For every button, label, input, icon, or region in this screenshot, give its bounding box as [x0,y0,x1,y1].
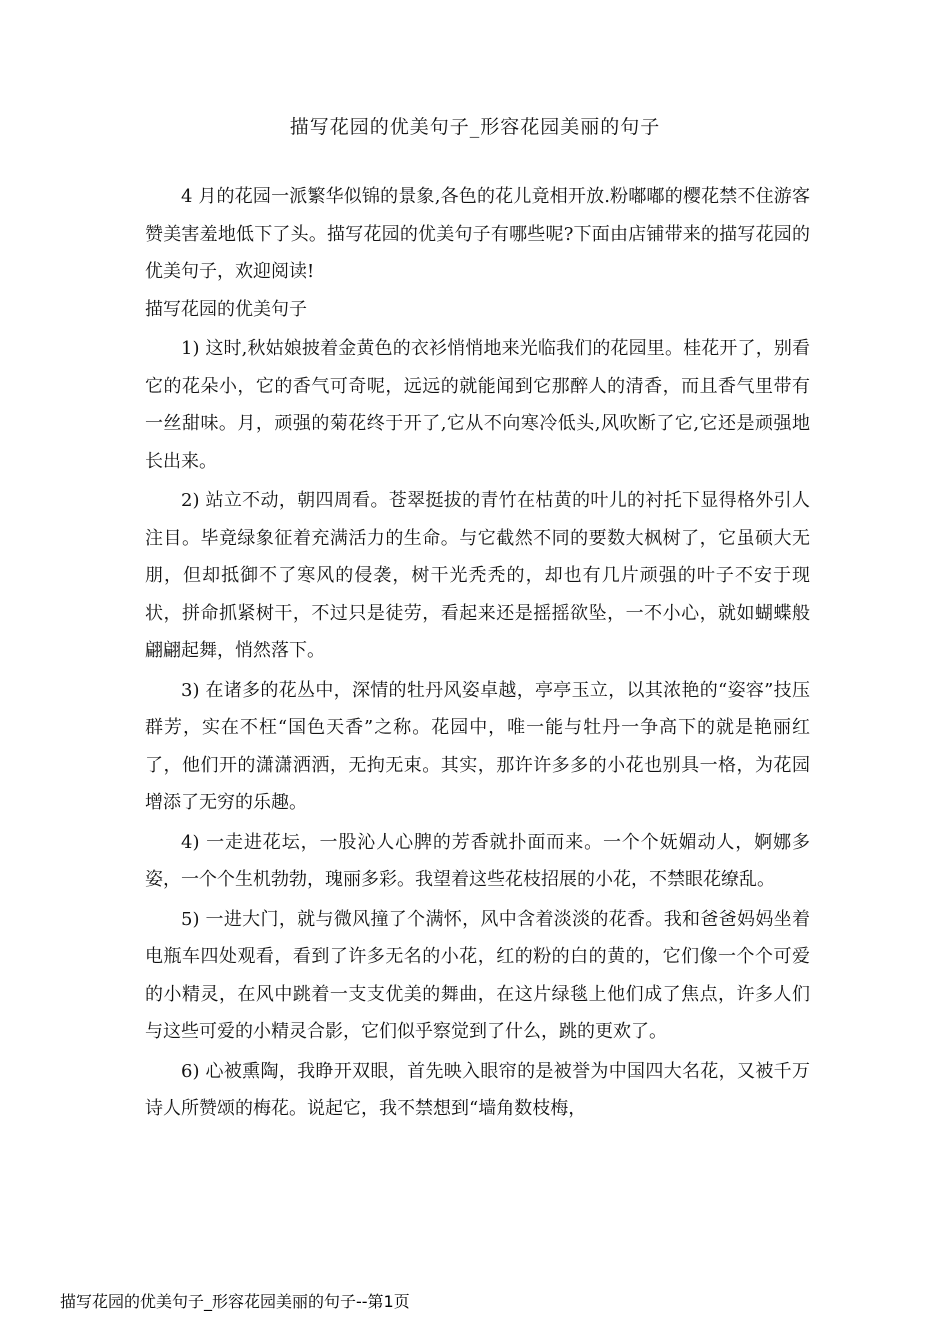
list-item: 1) 这时,秋姑娘披着金黄色的衣衫悄悄地来光临我们的花园里。桂花开了，别看它的花朵小，它的香气可奇呢，远远的就能闻到它那醉人的清香，而且香气里带有一丝甜味。月，顽强的菊花终于开了,它从不向寒冷低头,风吹断了它,它还是顽强地长出来。 [145,338,810,472]
list-item: 5) 一进大门，就与微风撞了个满怀，风中含着淡淡的花香。我和爸爸妈妈坐着电瓶车四处观看，看到了许多无名的小花，红的粉的白的黄的，它们像一个个可爱的小精灵，在风中跳着一支支优美的舞曲，在这片绿毯上他们成了焦点，许多人们与这些可爱的小精灵合影，它们似乎察觉到了什么，跳的更欢了。 [145,908,810,1042]
document-body [145,178,810,1128]
list-item: 4) 一走进花坛，一股沁人心脾的芳香就扑面而来。一个个妩媚动人，婀娜多姿，一个个生机勃勃，瑰丽多彩。我望着这些花枝招展的小花，不禁眼花缭乱。 [145,831,810,890]
document-title: 描写花园的优美句子_形容花园美丽的句子 [289,116,661,138]
section-heading: 描写花园的优美句子 [145,298,307,320]
page-footer: 描写花园的优美句子_形容花园美丽的句子--第1页 [60,1292,410,1311]
list-item: 2) 站立不动，朝四周看。苍翠挺拔的青竹在枯黄的叶儿的衬托下显得格外引人注目。毕竟绿象征着充满活力的生命。与它截然不同的要数大枫树了，它虽硕大无朋，但却抵御不了寒风的侵袭，树干光秃秃的，却也有几片顽强的叶子不安于现状，拼命抓紧树干，不过只是徒劳，看起来还是摇摇欲坠，一不小心，就如蝴蝶般翩翩起舞，悄然落下。 [145,490,810,661]
list-item: 6) 心被熏陶，我睁开双眼，首先映入眼帘的是被誉为中国四大名花，又被千万诗人所赞颂的梅花。说起它，我不禁想到“墙角数枝梅， [145,1060,810,1119]
list-item: 3) 在诸多的花丛中，深情的牡丹风姿卓越，亭亭玉立，以其浓艳的“姿容”技压群芳，实在不枉“国色天香”之称。花园中，唯一能与牡丹一争高下的就是艳丽红了，他们开的潇潇洒洒，无拘无束。其实，那许许多多的小花也别具一格，为花园增添了无穷的乐趣。 [145,679,810,813]
intro-paragraph: 4 月的花园一派繁华似锦的景象,各色的花儿竟相开放.粉嘟嘟的樱花禁不住游客 赞美害羞地低下了头。描写花园的优美句子有哪些呢?下面由店铺带来的描写花园的优美句子，欢迎阅读! [145,186,810,282]
